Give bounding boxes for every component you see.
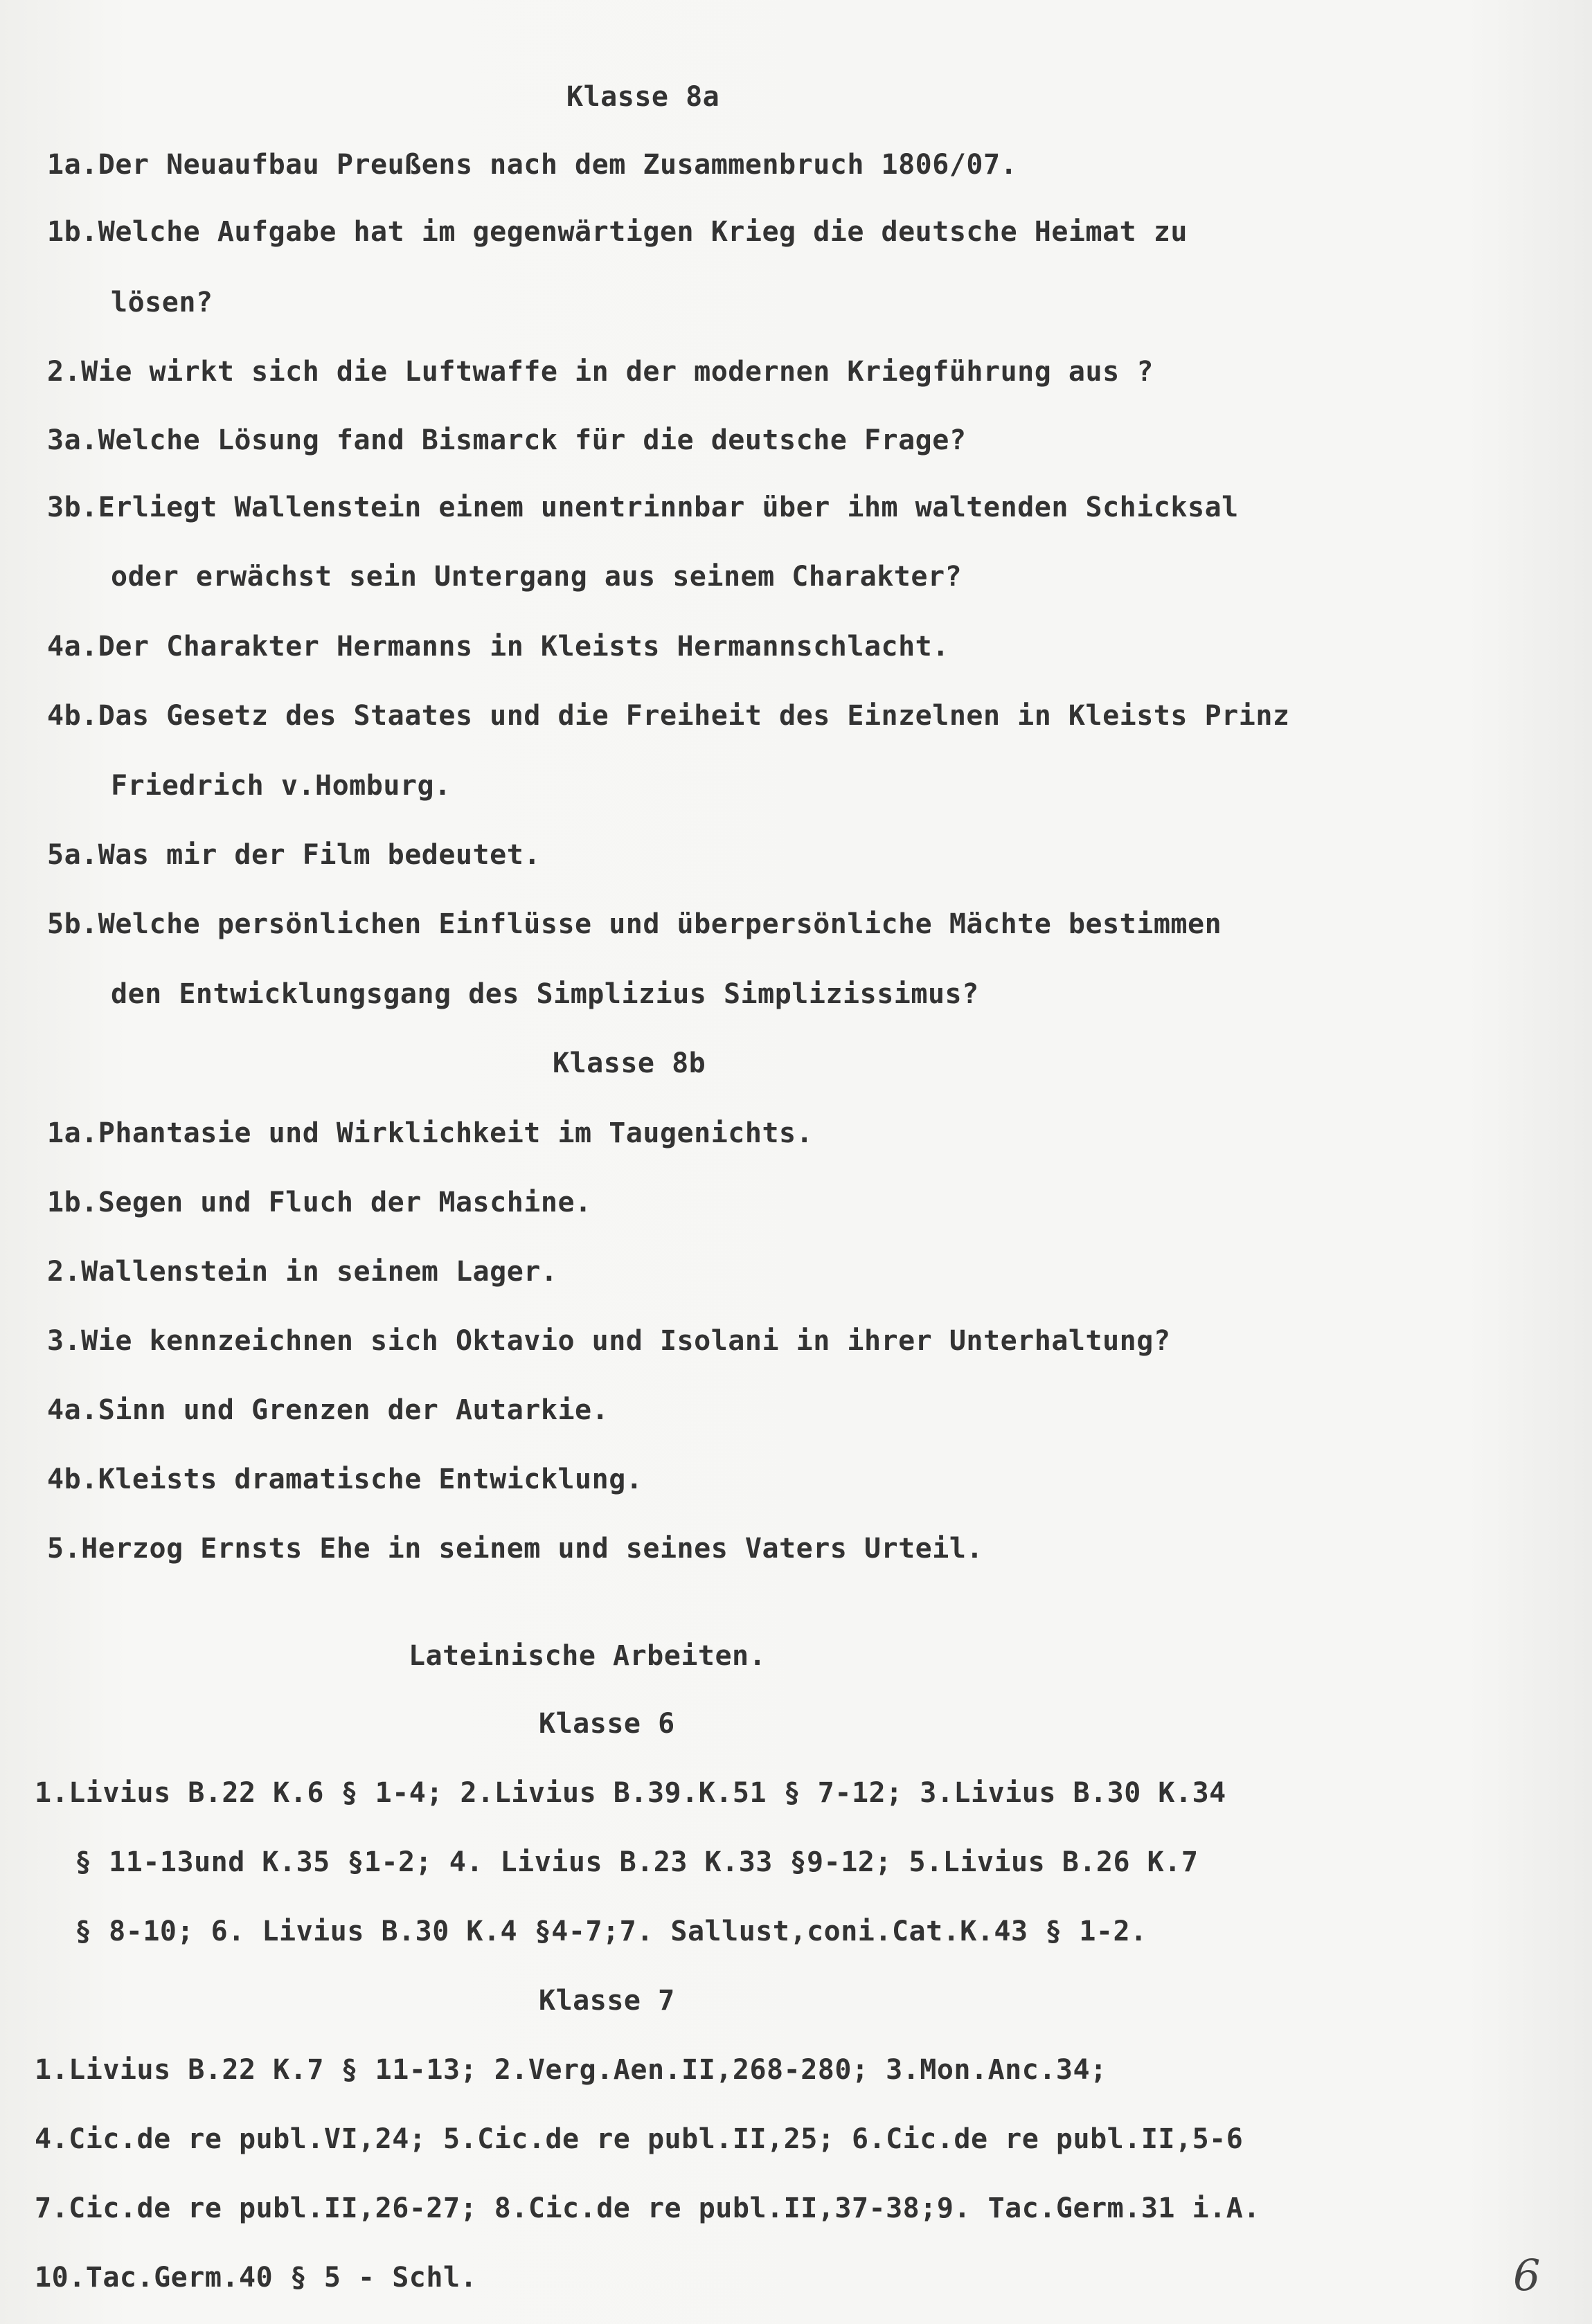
topic-8b-1a: 1a.Phantasie und Wirklichkeit im Taugenichts. bbox=[47, 1117, 814, 1149]
topic-8b-5: 5.Herzog Ernsts Ehe in seinem und seines Vaters Urteil. bbox=[47, 1533, 984, 1565]
latin-7-line-3: 7.Cic.de re publ.II,26-27; 8.Cic.de re publ.II,37-38;9. Tac.Germ.31 i.A. bbox=[35, 2192, 1260, 2224]
topic-8b-3: 3.Wie kennzeichnen sich Oktavio und Isolani in ihrer Unterhaltung? bbox=[47, 1325, 1171, 1357]
latin-7-line-1: 1.Livius B.22 K.7 § 11-13; 2.Verg.Aen.II,268-280; 3.Mon.Anc.34; bbox=[35, 2054, 1107, 2086]
topic-8a-1b: 1b.Welche Aufgabe hat im gegenwärtigen Krieg die deutsche Heimat zu bbox=[47, 216, 1188, 248]
topic-8b-4a: 4a.Sinn und Grenzen der Autarkie. bbox=[47, 1394, 609, 1426]
latin-6-line-2: § 11-13und K.35 §1-2; 4. Livius B.23 K.33 §9-12; 5.Livius B.26 K.7 bbox=[75, 1846, 1199, 1878]
topic-8a-4b: 4b.Das Gesetz des Staates und die Freiheit des Einzelnen in Kleists Prinz bbox=[47, 700, 1290, 732]
latin-6-line-3: § 8-10; 6. Livius B.30 K.4 §4-7;7. Sallust,coni.Cat.K.43 § 1-2. bbox=[75, 1916, 1147, 1947]
topic-8a-1a: 1a.Der Neuaufbau Preußens nach dem Zusammenbruch 1806/07. bbox=[47, 149, 1018, 181]
topic-8a-2: 2.Wie wirkt sich die Luftwaffe in der modernen Kriegführung aus ? bbox=[47, 356, 1154, 388]
heading-klasse-8b: Klasse 8b bbox=[553, 1047, 706, 1079]
topic-8a-3b: 3b.Erliegt Wallenstein einem unentrinnbar über ihm waltenden Schicksal bbox=[47, 492, 1239, 523]
heading-klasse-7: Klasse 7 bbox=[539, 1985, 675, 2017]
heading-lateinische-arbeiten: Lateinische Arbeiten. bbox=[409, 1640, 767, 1672]
latin-7-line-4: 10.Tac.Germ.40 § 5 - Schl. bbox=[35, 2262, 478, 2294]
topic-8b-4b: 4b.Kleists dramatische Entwicklung. bbox=[47, 1463, 643, 1495]
topic-8a-3b-cont: oder erwächst sein Untergang aus seinem Charakter? bbox=[111, 561, 963, 593]
heading-klasse-6: Klasse 6 bbox=[539, 1708, 675, 1740]
topic-8b-2: 2.Wallenstein in seinem Lager. bbox=[47, 1256, 558, 1288]
latin-6-line-1: 1.Livius B.22 K.6 § 1-4; 2.Livius B.39.K.51 § 7-12; 3.Livius B.30 K.34 bbox=[35, 1777, 1226, 1809]
heading-klasse-8a: Klasse 8a bbox=[566, 81, 720, 113]
topic-8a-4b-cont: Friedrich v.Homburg. bbox=[111, 770, 451, 802]
topic-8a-5a: 5a.Was mir der Film bedeutet. bbox=[47, 839, 541, 871]
topic-8a-3a: 3a.Welche Lösung fand Bismarck für die deutsche Frage? bbox=[47, 424, 967, 456]
topic-8a-5b: 5b.Welche persönlichen Einflüsse und überpersönliche Mächte bestimmen bbox=[47, 908, 1222, 940]
latin-7-line-2: 4.Cic.de re publ.VI,24; 5.Cic.de re publ.II,25; 6.Cic.de re publ.II,5-6 bbox=[35, 2123, 1244, 2155]
topic-8a-5b-cont: den Entwicklungsgang des Simplizius Simplizissimus? bbox=[111, 978, 979, 1010]
topic-8b-1b: 1b.Segen und Fluch der Maschine. bbox=[47, 1187, 592, 1218]
topic-8a-1b-cont: lösen? bbox=[111, 287, 213, 318]
topic-8a-4a: 4a.Der Charakter Hermanns in Kleists Hermannschlacht. bbox=[47, 631, 949, 663]
handwritten-page-number: 6 bbox=[1513, 2250, 1541, 2300]
